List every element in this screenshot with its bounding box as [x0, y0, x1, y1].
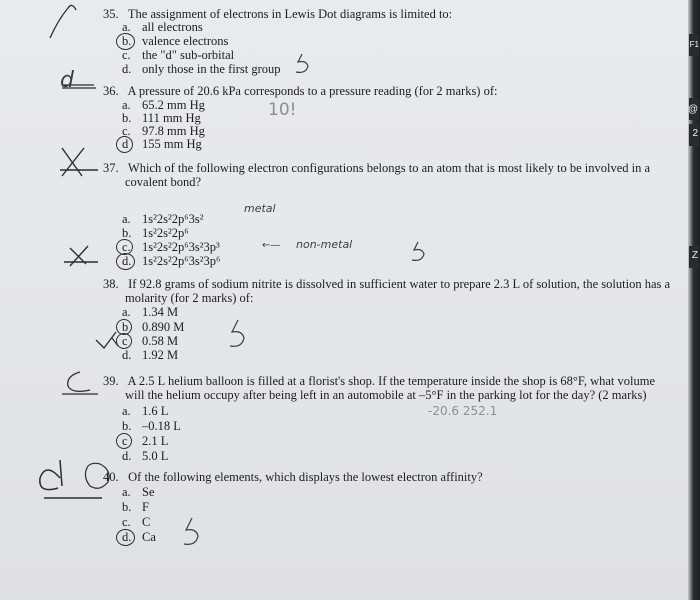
mark-35-five	[296, 54, 308, 72]
selected-option-circle	[116, 253, 135, 270]
question-37	[103, 161, 650, 176]
option-a: a. all electrons	[122, 20, 203, 34]
selected-option-circle	[116, 136, 133, 153]
option-d: d 155 mm Hg	[122, 137, 202, 151]
key-label-f1: F1	[689, 40, 699, 49]
option-c: c. C	[122, 515, 151, 529]
note-non-metal: non-metal	[296, 238, 353, 251]
margin-x-37	[60, 148, 98, 176]
scribble-note: 10!	[268, 100, 297, 120]
option-a: a. Se	[122, 485, 155, 499]
key-label-z: Z	[691, 250, 698, 261]
margin-d-40	[40, 460, 102, 498]
selected-option-circle	[116, 333, 132, 349]
option-c: c 0.58 M	[122, 334, 179, 348]
option-b: b. F	[122, 500, 149, 514]
mark-38-five	[230, 320, 244, 346]
question-number: 39.	[103, 374, 119, 388]
margin-grade-mark: d	[60, 68, 74, 93]
question-text: The assignment of electrons in Lewis Dot diagrams is limited to:	[127, 7, 453, 21]
question-39	[103, 374, 655, 389]
question-38	[103, 277, 670, 292]
selected-option-circle	[116, 529, 135, 546]
option-d: d. 1s²2s²2p⁶3s²3p⁶	[122, 254, 221, 268]
question-36	[103, 84, 497, 99]
option-c: c 2.1 L	[122, 434, 169, 448]
option-b: b 0.890 M	[122, 320, 185, 334]
question-text: A 2.5 L helium balloon is filled at a florist's shop. If the temperature inside the shop is 68°F, what volume	[127, 374, 656, 388]
option-a: a. 1.34 M	[122, 305, 179, 319]
arrow-note: ←—	[262, 240, 281, 251]
scribble-note: -20.6 252.1	[428, 404, 498, 418]
option-b: b. –0.18 L	[122, 419, 181, 433]
question-number: 40.	[103, 470, 119, 484]
option-a: a. 1s²2s²2p⁶3s²	[122, 212, 204, 226]
selected-option-circle	[116, 433, 132, 449]
option-d: d. 1.92 M	[122, 348, 179, 362]
option-d: d. Ca	[122, 530, 156, 544]
option-b: b. 111 mm Hg	[122, 111, 201, 125]
question-text-continued: covalent bond?	[125, 175, 202, 189]
question-number: 36.	[103, 84, 119, 98]
question-text: A pressure of 20.6 kPa corresponds to a pressure reading (for 2 marks) of:	[127, 84, 498, 98]
question-text-continued: molarity (for 2 marks) of:	[125, 291, 254, 305]
option-c: c. 1s²2s²2p⁶3s²3p³	[122, 240, 220, 254]
option-d: d. only those in the first group	[122, 62, 281, 76]
option-c: c. the "d" sub-orbital	[122, 48, 235, 62]
option-d: d. 5.0 L	[122, 449, 169, 463]
keyboard-edge	[688, 0, 700, 600]
question-40	[103, 470, 483, 485]
question-text: Of the following elements, which displays the lowest electron affinity?	[128, 470, 483, 484]
margin-check-35	[50, 5, 76, 38]
question-number: 38.	[103, 277, 119, 291]
mark-37-five	[412, 242, 424, 260]
option-b: b. valence electrons	[122, 34, 229, 48]
option-a: a. 65.2 mm Hg	[122, 98, 205, 112]
margin-x-38	[64, 246, 98, 266]
option-c: c. 97.8 mm Hg	[122, 124, 205, 138]
question-text: Which of the following electron configurations belongs to an atom that is most likely to be involved in a	[127, 161, 651, 175]
question-text: If 92.8 grams of sodium nitrite is dissolved in sufficient water to prepare 2.3 L of solution, the solution has a	[128, 277, 671, 291]
question-number: 35.	[103, 7, 119, 21]
question-number: 37.	[103, 161, 119, 175]
mark-40-five	[184, 518, 198, 544]
note-metal: metal	[244, 202, 276, 215]
option-b: b. 1s²2s²2p⁶	[122, 226, 189, 240]
margin-c-39	[62, 372, 98, 394]
option-a: a. 1.6 L	[122, 404, 169, 418]
question-text-continued: will the helium occupy after being left in an automobile at –5°F in the parking lot for the day? (2 marks)	[125, 388, 647, 402]
key-label-at: @	[687, 104, 698, 115]
key-label-two: 2	[692, 128, 698, 139]
